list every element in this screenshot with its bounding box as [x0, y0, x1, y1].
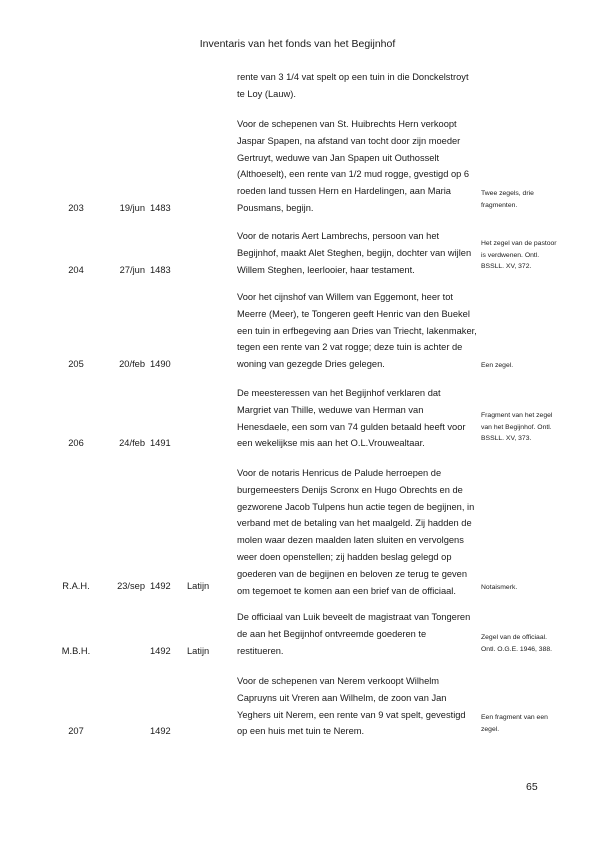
note-line: Twee zegels, drie	[481, 190, 534, 197]
description-line: goederen van de begijnen en beloven ze terug te geven	[237, 568, 468, 579]
description-line: De meesteressen van het Begijnhof verklaren dat	[237, 388, 441, 398]
description-line: Capruyns uit Vreren aan Wilhelm, de zoon van Jan	[237, 692, 447, 703]
entry-date: 19/jun	[119, 203, 145, 213]
description-line: Yeghers uit Nerem, een rente van 9 vat spelt, gevestigd	[237, 709, 466, 720]
description-line: gezworene Jacob Tulpens hun actie tegen de begijnen, in	[237, 501, 475, 512]
page-number: 65	[526, 781, 538, 793]
note-line: Een fragment van een	[481, 714, 548, 721]
entry-note	[481, 410, 591, 445]
note-line: BSSLL. XV, 372.	[481, 263, 532, 271]
entry-number: M.B.H.	[61, 646, 91, 656]
description-line: (Althoeselt), een rente van 1/2 mud rogge, gvestigd op 6	[237, 169, 470, 180]
entry-year: 1483	[150, 265, 171, 275]
note-line: fragmenten.	[481, 201, 518, 209]
entry-language: Latijn	[187, 646, 210, 656]
description-line: Voor de notaris Aert Lambrechs, persoon van het	[237, 231, 440, 241]
entry-number: 205	[68, 359, 84, 369]
description-line: Jaspar Spapen, na afstand van tocht door zijn moeder	[237, 135, 461, 146]
entry-number: 203	[68, 203, 84, 213]
description-line: te Loy (Lauw).	[237, 88, 296, 99]
description-line: een tuin in erfbegeving aan Dries van Triecht, lakenmaker,	[237, 325, 477, 336]
description-line: een wekelijkse mis aan het O.L.Vrouwealtaar.	[237, 438, 425, 449]
entry-number: 206	[68, 438, 84, 448]
description-line: Gertruyt, weduwe van Jan Spapen uit Outhosselt	[237, 152, 440, 163]
description-line: Voor de schepenen van St. Huibrechts Hern verkoopt	[237, 119, 457, 129]
note-line: Fragment van het zegel	[481, 412, 553, 419]
note-line: Notaismerk.	[481, 584, 518, 591]
description-line: rente van 3 1/4 vat spelt op een tuin in die Donckelstroyt	[237, 72, 469, 82]
description-line: tegen een rente van 2 vat rogge; deze tuin is achter de	[237, 342, 463, 353]
entry-note	[481, 632, 591, 655]
entry-date: 23/sep	[117, 581, 145, 591]
entry-note	[481, 188, 591, 211]
description-line: roeden land tussen Hern en Hardelingen, aan Maria	[237, 186, 451, 197]
description-line: Meerre (Meer), te Tongeren geeft Henric van den Buekel	[237, 308, 470, 319]
note-line: zegel.	[481, 725, 500, 733]
entry-year: 1483	[150, 203, 171, 213]
note-line: Ontl. O.G.E. 1946, 388.	[481, 645, 553, 653]
description-line: verband met de betaling van het maalgeld. Zij hadden de	[237, 518, 472, 529]
entry-description	[237, 385, 477, 452]
description-line: Begijnhof, maakt Alet Steghen, begijn, dochter van wijlen	[237, 247, 472, 258]
description-line: De officiaal van Luik beveelt de magistraat van Tongeren	[237, 612, 471, 622]
description-line: Voor het cijnshof van Willem van Eggemont, heer tot	[237, 292, 454, 302]
entry-note	[481, 582, 591, 594]
note-line: Een zegel.	[481, 362, 514, 369]
description-line: burgemeesters Denijs Scronx en Hugo Obrechts en de	[237, 484, 463, 495]
description-line: Margriet van Thille, weduwe van Herman van	[237, 404, 424, 415]
entry-year: 1492	[150, 726, 171, 736]
entry-note	[481, 712, 591, 735]
entry-number: 204	[68, 265, 84, 275]
entry-note	[481, 238, 591, 273]
description-line: Willem Steghen, leerlooier, haar testament.	[237, 264, 415, 275]
entry-description	[237, 116, 477, 217]
entry-year: 1490	[150, 359, 171, 369]
entry-description	[237, 69, 477, 103]
entry-number: R.A.H.	[62, 581, 90, 591]
note-line: Het zegel van de pastoor	[481, 240, 557, 247]
description-line: restitueren.	[237, 645, 284, 656]
description-line: weer doen openstellen; zij hadden beslag gelegd op	[237, 551, 452, 562]
description-line: Voor de notaris Henricus de Palude herroepen de	[237, 468, 442, 478]
entry-description	[237, 465, 477, 599]
description-line: Pousmans, begijn.	[237, 202, 314, 213]
description-line: Voor de schepenen van Nerem verkoopt Wilhelm	[237, 676, 440, 686]
description-line: woning van gezegde Dries gelegen.	[237, 359, 385, 370]
description-line: Henesdaele, een som van 74 gulden betaald heeft voor	[237, 421, 466, 432]
description-line: molen waar dezen maalden laten sluiten en vervolgens	[237, 535, 464, 546]
description-line: de aan het Begijnhof ontvreemde goederen te	[237, 628, 427, 639]
entry-description	[237, 228, 477, 278]
entry-number: 207	[68, 726, 84, 736]
note-line: van het Begijnhof. Ontl.	[481, 423, 552, 431]
entry-description	[237, 609, 477, 659]
entry-date: 20/feb	[119, 359, 145, 369]
page-header: Inventaris van het fonds van het Begijnhof	[199, 38, 396, 50]
entry-language: Latijn	[187, 581, 210, 591]
entry-date: 27/jun	[119, 265, 145, 275]
entry-description	[237, 673, 477, 740]
description-line: op een huis met tuin te Nerem.	[237, 726, 365, 737]
note-line: is verdwenen. Ontl.	[481, 251, 540, 259]
entry-year: 1492	[150, 581, 171, 591]
note-line: BSSLL. XV, 373.	[481, 435, 532, 443]
entry-note	[481, 360, 591, 372]
entry-date: 24/feb	[119, 438, 145, 448]
entry-description	[237, 289, 477, 373]
description-line: om tegemoet te komen aan een brief van de officiaal.	[237, 585, 456, 596]
entry-year: 1491	[150, 438, 171, 448]
entry-year: 1492	[150, 646, 171, 656]
note-line: Zegel van de officiaal.	[481, 634, 547, 641]
